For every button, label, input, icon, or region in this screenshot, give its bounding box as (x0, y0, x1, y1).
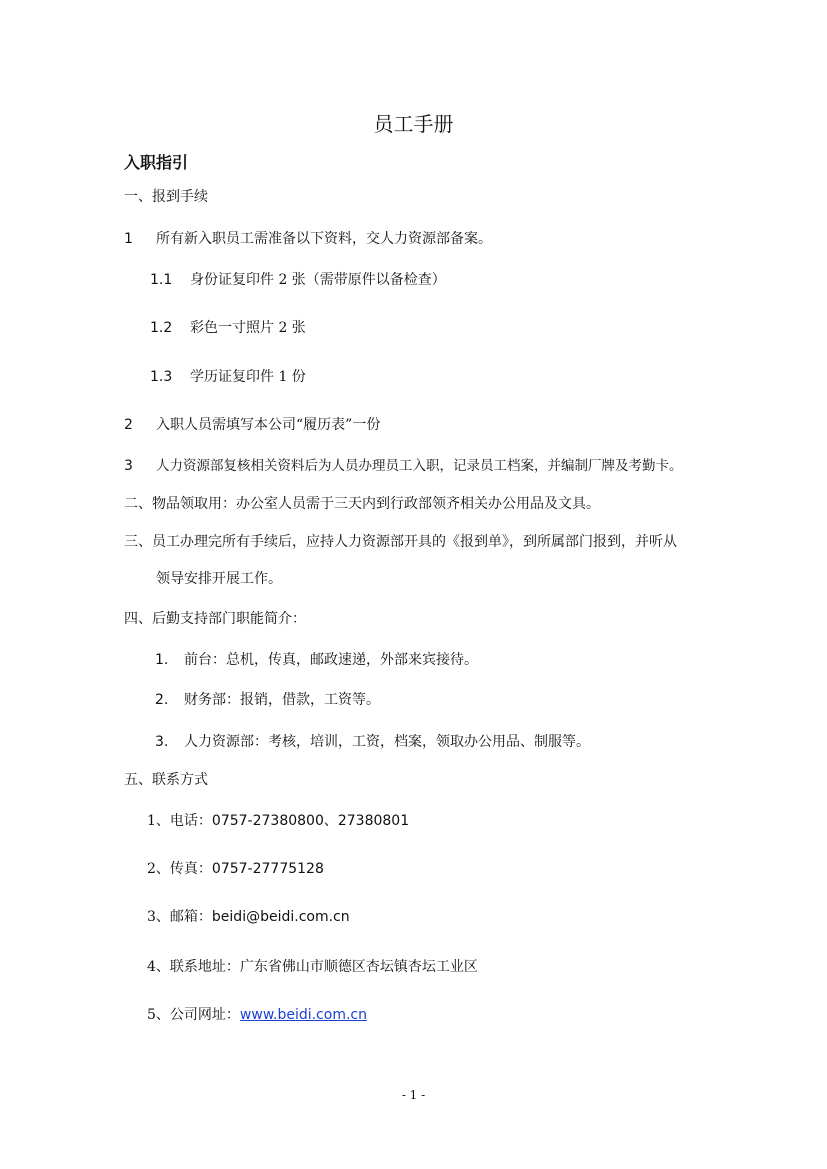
paragraph-3-line-2: 领导安排开展工作。 (156, 571, 282, 587)
paragraph-1-heading: 一、报到手续 (124, 189, 208, 205)
paragraph-4-heading: 四、后勤支持部门职能简介： (124, 611, 306, 627)
dept-1-number: 1. (155, 652, 169, 668)
contact-email-label: 3、邮箱： (147, 909, 212, 925)
contact-address-label: 4、联系地址： (147, 959, 240, 975)
item-3-text: 人力资源部复核相关资料后为人员办理员工入职，记录员工档案，并编制厂牌及考勤卡。 (156, 458, 683, 474)
contact-phone-value: 0757-27380800、27380801 (211, 813, 410, 829)
sub-item-2-text: 彩色一寸照片 2 张 (190, 320, 306, 336)
contact-address (147, 958, 478, 976)
contact-phone (147, 812, 409, 830)
item-1-number: 1 (124, 231, 133, 247)
dept-2-number: 2. (155, 692, 169, 708)
item-2-text: 入职人员需填写本公司“履历表”一份 (156, 417, 381, 433)
contact-email (147, 908, 350, 926)
contact-website (147, 1006, 367, 1024)
contact-address-value: 广东省佛山市顺德区杏坛镇杏坛工业区 (239, 959, 478, 975)
sub-item-2-number: 1.2 (150, 320, 173, 336)
website-link[interactable]: www.beidi.com.cn (239, 1007, 367, 1023)
contact-fax-value: 0757-27775128 (211, 861, 324, 877)
contact-website-label: 5、公司网址： (147, 1007, 240, 1023)
item-1-text: 所有新入职员工需准备以下资料，交人力资源部备案。 (156, 231, 492, 247)
dept-3-text: 人力资源部：考核，培训，工资，档案，领取办公用品、制服等。 (184, 734, 590, 750)
paragraph-5-heading: 五、联系方式 (124, 772, 208, 788)
sub-item-1-number: 1.1 (150, 272, 173, 288)
dept-3-number: 3. (155, 734, 169, 750)
sub-item-1-text: 身份证复印件 2 张（需带原件以备检查） (190, 272, 446, 288)
item-2-number: 2 (124, 417, 133, 433)
paragraph-2: 二、物品领取用：办公室人员需于三天内到行政部领齐相关办公用品及文具。 (124, 496, 600, 512)
page-title: 员工手册 (373, 112, 454, 136)
sub-item-3-text: 学历证复印件 1 份 (190, 369, 306, 385)
section-heading: 入职指引 (124, 153, 189, 172)
paragraph-3-line-1: 三、员工办理完所有手续后，应持人力资源部开具的《报到单》，到所属部门报到，并听从 (124, 534, 677, 550)
page-number: - 1 - (401, 1088, 426, 1102)
sub-item-3-number: 1.3 (150, 369, 173, 385)
contact-phone-label: 1、电话： (147, 813, 212, 829)
dept-2-text: 财务部：报销，借款，工资等。 (184, 692, 380, 708)
item-3-number: 3 (124, 458, 133, 474)
contact-fax-label: 2、传真： (147, 861, 212, 877)
dept-1-text: 前台：总机，传真，邮政速递，外部来宾接待。 (184, 652, 478, 668)
contact-fax (147, 860, 324, 878)
contact-email-value: beidi@beidi.com.cn (211, 909, 350, 925)
